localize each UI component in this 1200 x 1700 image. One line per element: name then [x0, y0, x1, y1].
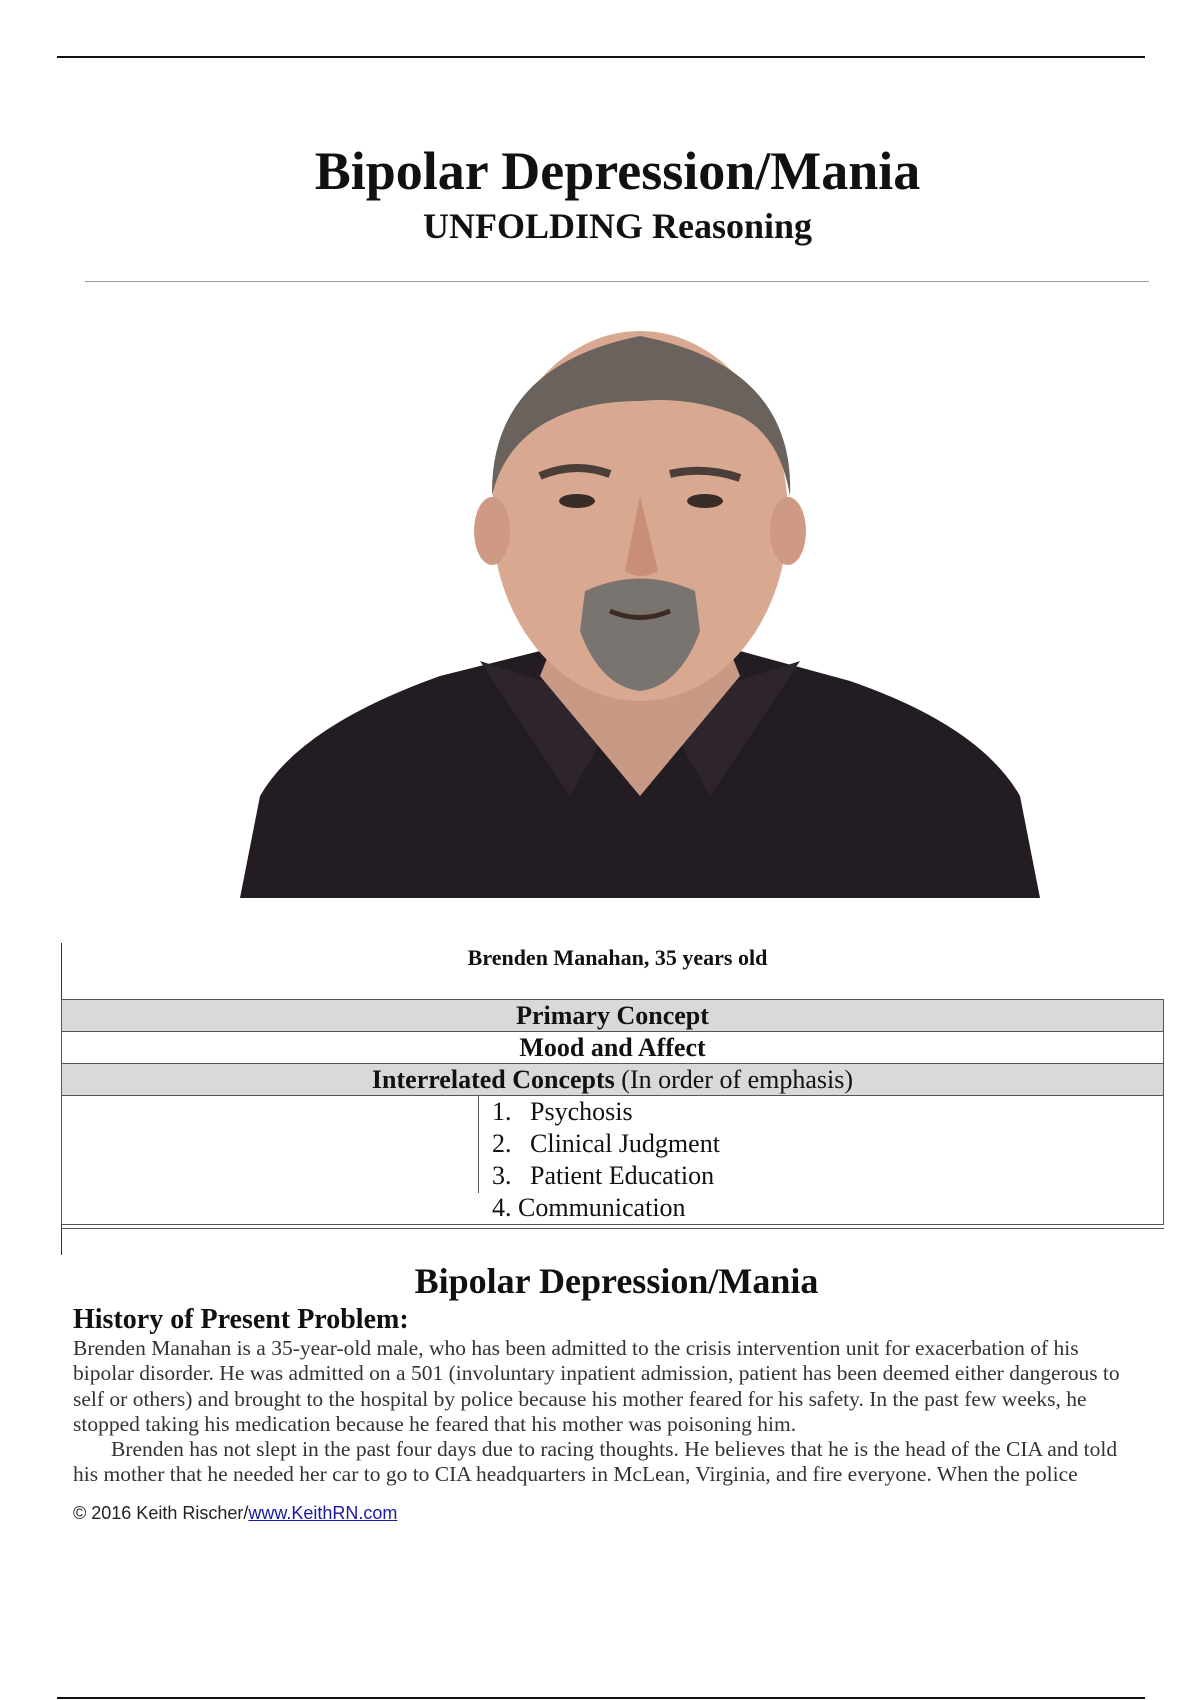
interrelated-header-label: Interrelated Concepts [371, 1065, 615, 1094]
section-title: Bipolar Depression/Mania [414, 1261, 819, 1301]
list-item: 4. Communication [492, 1193, 686, 1222]
bottom-rule [57, 1697, 1145, 1699]
interrelated-concepts-header [62, 1064, 1163, 1096]
copyright-text: © 2016 Keith Rischer/ [73, 1503, 249, 1523]
patient-photo [240, 326, 1040, 898]
interrelated-header-note: (In order of emphasis) [621, 1065, 854, 1094]
photo-caption: Brenden Manahan, 35 years old [467, 945, 768, 970]
list-item: 1. Psychosis [492, 1097, 633, 1126]
page-title: Bipolar Depression/Mania [314, 141, 921, 201]
history-paragraph-1: Brenden Manahan is a 35-year-old male, who has been admitted to the crisis intervention unit for exacerbation of his bipolar disorder. He was admitted on a 501 (involuntary inpatient admission, patient has been deemed either dangerous to self or others) and brought to the hospital by police because his mother feared for his safety. In the past few weeks, he stopped taking his medication because he feared that his mother was poisoning him. [73, 1336, 1120, 1436]
history-heading: History of Present Problem: [73, 1304, 409, 1335]
top-rule [57, 56, 1145, 58]
primary-concept-header: Primary Concept [62, 1000, 1163, 1032]
table-bottom-rule [61, 1228, 1164, 1229]
list-item: 3. Patient Education [492, 1161, 715, 1190]
list-item: 2. Clinical Judgment [492, 1129, 720, 1158]
title-divider [85, 281, 1149, 282]
list-column-divider [478, 1096, 479, 1193]
footer [73, 1501, 397, 1525]
website-link[interactable]: www.KeithRN.com [248, 1503, 398, 1523]
concepts-table [61, 999, 1164, 1225]
primary-concept-value: Mood and Affect [62, 1032, 1163, 1064]
history-paragraph-2: Brenden has not slept in the past four days due to racing thoughts. He believes that he is the head of the CIA and told his mother that he needed her car to go to CIA headquarters in McLean, Virginia, and fire everyone. When the police [73, 1437, 1118, 1487]
page-subtitle: UNFOLDING Reasoning [422, 206, 813, 246]
interrelated-concepts-list [62, 1096, 1163, 1224]
